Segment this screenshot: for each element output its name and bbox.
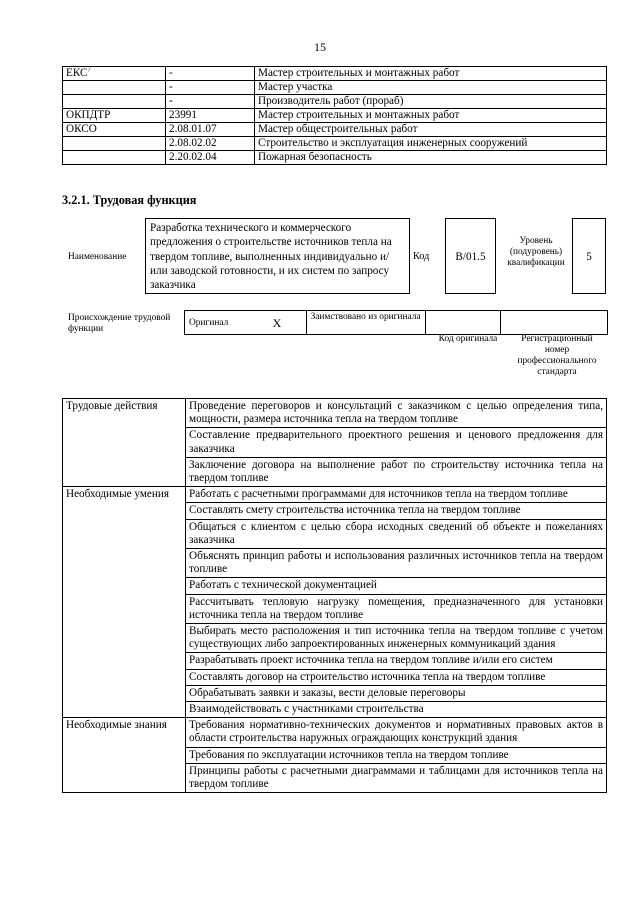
table-cell: 2.08.02.02 xyxy=(166,137,255,151)
table-cell: Мастер строительных и монтажных работ xyxy=(255,67,607,81)
table-cell: ЕКС$^7$ xyxy=(63,67,166,81)
list-item: Проведение переговоров и консультаций с заказчиком с целью определения типа, мощности, размера источника тепла на твердом топливе xyxy=(186,399,607,428)
table-cell: 23991 xyxy=(166,109,255,123)
borrowed-label: Заимствовано из оригинала xyxy=(306,311,426,335)
table-row xyxy=(63,67,607,81)
competency-table xyxy=(62,398,607,793)
table-cell: Мастер общестроительных работ xyxy=(255,123,607,137)
list-item: Принципы работы с расчетными диаграммами и таблицами для источников тепла на твердом топливе xyxy=(186,763,607,792)
table-cell xyxy=(63,151,166,165)
table-cell: 2.08.01.07 xyxy=(166,123,255,137)
table-cell: ОКПДТР xyxy=(63,109,166,123)
code-label: Код xyxy=(413,251,430,262)
list-item: Работать с технической документацией xyxy=(186,578,607,594)
function-name: Разработка технического и коммерческого предложения о строительстве источников тепла на твердом топливе, выполненных индивидуально и/или заводской готовности, и их систем по запросу заказчика xyxy=(145,218,410,294)
table-cell: - xyxy=(166,67,255,81)
list-item: Рассчитывать тепловую нагрузку помещения, предназначенного для установки источника тепла на твердом топливе xyxy=(186,594,607,623)
origin-table xyxy=(184,310,608,335)
section-title: 3.2.1. Трудовая функция xyxy=(62,193,197,207)
level-label: Уровень (подуровень) квалификации xyxy=(507,236,565,268)
function-code: B/01.5 xyxy=(445,218,496,294)
table-row xyxy=(63,487,607,503)
list-item: Составление предварительного проектного решения и ценового предложения для заказчика xyxy=(186,428,607,457)
reg-number-cell xyxy=(500,311,607,335)
list-item: Заключение договора на выполнение работ по строительству источника тепла на твердом топливе xyxy=(186,457,607,486)
table-row xyxy=(63,81,607,95)
table-cell: - xyxy=(166,95,255,109)
table-row xyxy=(63,109,607,123)
footnote-mark: 7 xyxy=(87,65,91,74)
table-cell xyxy=(63,95,166,109)
table-cell: Мастер строительных и монтажных работ xyxy=(255,109,607,123)
table-row xyxy=(63,137,607,151)
table-cell: Производитель работ (прораб) xyxy=(255,95,607,109)
name-label: Наименование xyxy=(68,252,127,262)
table-row xyxy=(63,151,607,165)
reg-number-label: Регистрационный номер профессионального стандарта xyxy=(517,334,597,377)
origin-label: Происхождение трудовой функции xyxy=(68,313,171,334)
list-item: Работать с расчетными программами для источников тепла на твердом топливе xyxy=(186,487,607,503)
table-cell xyxy=(63,137,166,151)
table-cell: Строительство и эксплуатация инженерных сооружений xyxy=(255,137,607,151)
list-item: Требования нормативно-технических документов и нормативных правовых актов в области строительства наружных ограждающих конструкций здания xyxy=(186,718,607,747)
page-number: 15 xyxy=(314,40,326,54)
list-item: Требования по эксплуатации источников тепла на твердом топливе xyxy=(186,747,607,763)
table-cell: ОКСО xyxy=(63,123,166,137)
original-label: Оригинал xyxy=(185,311,249,335)
list-item: Выбирать место расположения и тип источника тепла на твердом топливе с учетом существующих либо запроектированных инженерных коммуникаций здания xyxy=(186,624,607,653)
table-row xyxy=(63,718,607,747)
code-original-label: Код оригинала xyxy=(438,334,498,344)
original-mark: X xyxy=(248,311,306,335)
qualification-level: 5 xyxy=(572,218,606,294)
table-row xyxy=(63,95,607,109)
original-code-cell xyxy=(426,311,501,335)
list-item: Составлять договор на строительство источника тепла на твердом топливе xyxy=(186,669,607,685)
list-item: Объяснять принцип работы и использования различных источников тепла на твердом топливе xyxy=(186,549,607,578)
list-item: Разрабатывать проект источника тепла на твердом топливе и/или его систем xyxy=(186,653,607,669)
skills-label: Необходимые умения xyxy=(63,487,186,718)
table-cell: Мастер участка xyxy=(255,81,607,95)
table-row xyxy=(63,399,607,428)
list-item: Составлять смету строительства источника тепла на твердом топливе xyxy=(186,503,607,519)
knowledge-label: Необходимые знания xyxy=(63,718,186,793)
list-item: Взаимодействовать с участниками строительства xyxy=(186,702,607,718)
table-row xyxy=(63,123,607,137)
list-item: Общаться с клиентом с целью сбора исходных сведений об объекте и пожеланиях заказчика xyxy=(186,519,607,548)
table-cell: 2.20.02.04 xyxy=(166,151,255,165)
list-item: Обрабатывать заявки и заказы, вести деловые переговоры xyxy=(186,685,607,701)
classification-table xyxy=(62,66,607,165)
table-cell: Пожарная безопасность xyxy=(255,151,607,165)
table-row xyxy=(185,311,608,335)
table-cell xyxy=(63,81,166,95)
table-cell: - xyxy=(166,81,255,95)
labor-actions-label: Трудовые действия xyxy=(63,399,186,487)
